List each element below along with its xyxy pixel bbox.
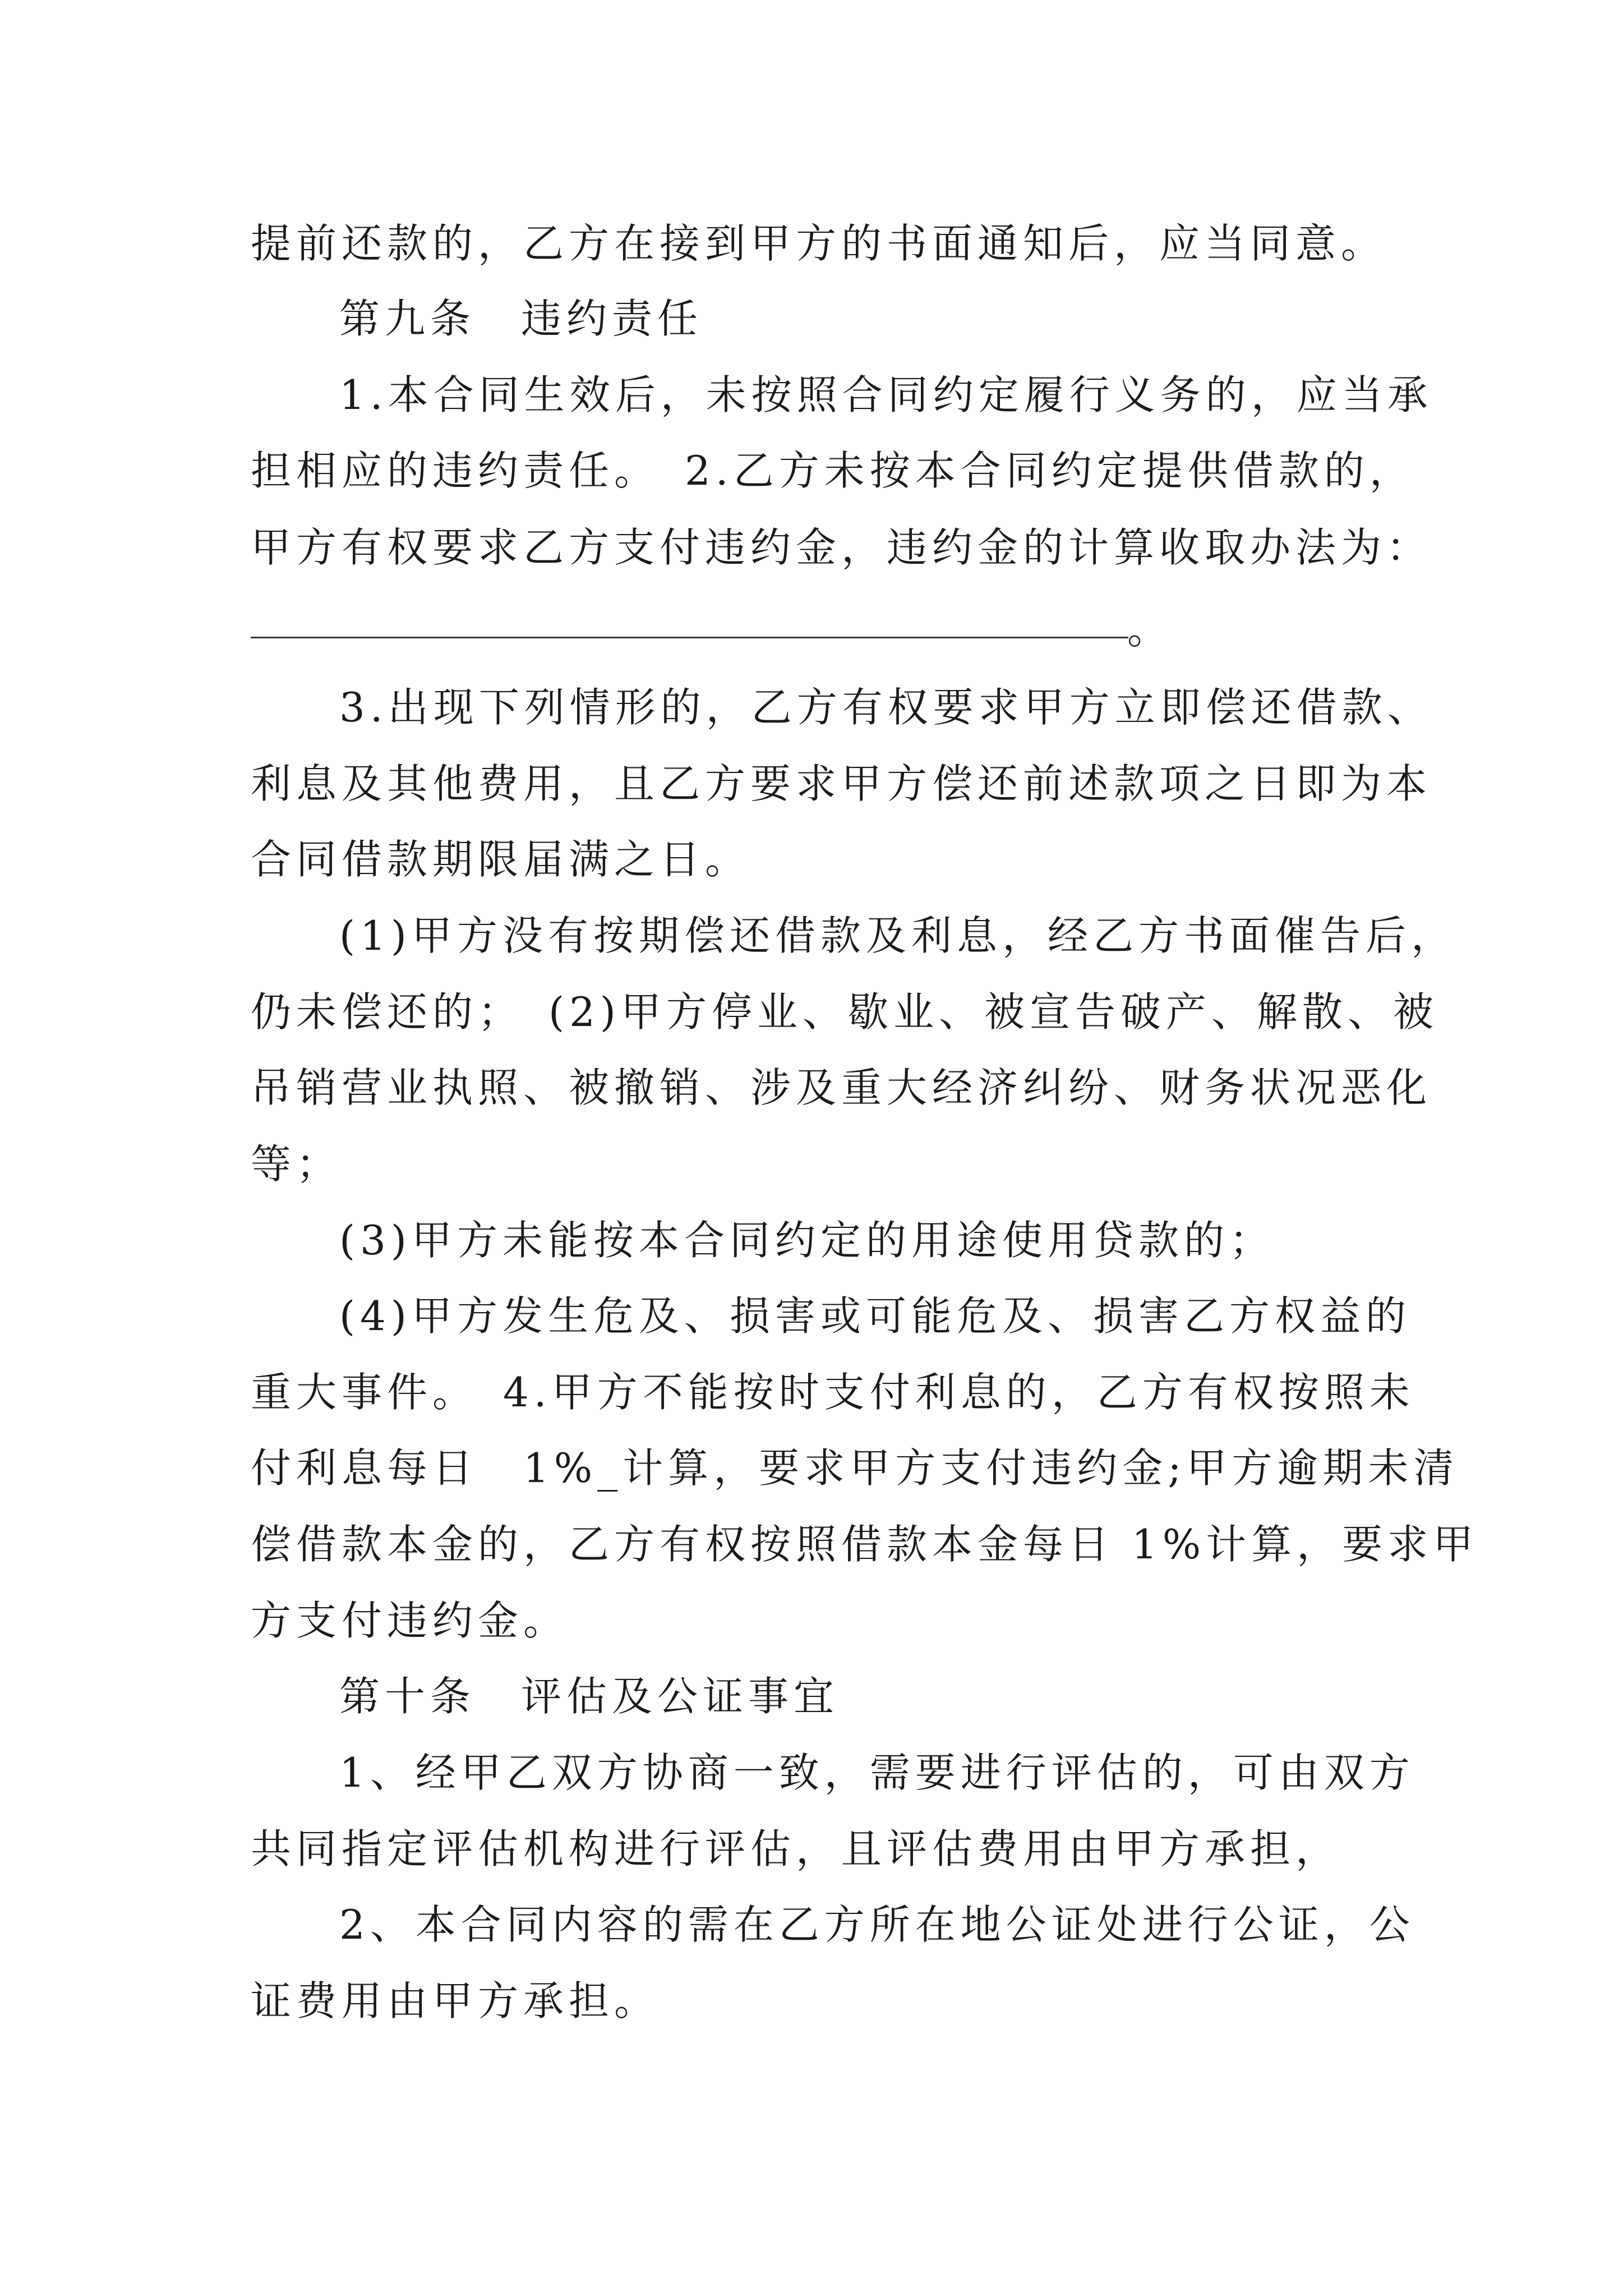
- text-line: 3.出现下列情形的，乙方有权要求甲方立即偿还借款、: [339, 684, 1433, 731]
- text-line: 方支付违约金。: [251, 1597, 569, 1644]
- text-line: 付利息每日 1%_计算，要求甲方支付违约金;甲方逾期未清: [251, 1444, 1459, 1492]
- text-line: 重大事件。 4.甲方不能按时支付利息的，乙方有权按照未: [251, 1369, 1415, 1416]
- text-line: 仍未偿还的； (2)甲方停业、歇业、被宣告破产、解散、被: [251, 988, 1438, 1036]
- text-line: (4)甲方发生危及、损害或可能危及、损害乙方权益的: [339, 1292, 1411, 1340]
- text-line: 等；: [251, 1140, 342, 1188]
- text-line: (1)甲方没有按期偿还借款及利息，经乙方书面催告后，: [339, 912, 1456, 959]
- text-line: 担相应的违约责任。 2.乙方未按本合同约定提供借款的，: [251, 447, 1415, 494]
- section-heading: 第十条 评估及公证事宜: [339, 1673, 840, 1720]
- text-line: 1、经甲乙双方协商一致，需要进行评估的，可由双方: [339, 1749, 1415, 1796]
- text-line: 甲方有权要求乙方支付违约金，违约金的计算收取办法为：: [251, 524, 1432, 571]
- text-line: 2、本合同内容的需在乙方所在地公证处进行公证，公: [339, 1901, 1415, 1948]
- fill-in-blank: [251, 637, 1128, 638]
- text-line: 吊销营业执照、被撤销、涉及重大经济纠纷、财务状况恶化: [251, 1064, 1432, 1111]
- text-line: 证费用由甲方承担。: [251, 1977, 660, 2024]
- text-line: 1.本合同生效后，未按照合同约定履行义务的，应当承: [339, 371, 1433, 418]
- text-punctuation: 。: [1127, 606, 1168, 653]
- text-line: 利息及其他费用，且乙方要求甲方偿还前述款项之日即为本: [251, 760, 1432, 807]
- text-line: 偿借款本金的，乙方有权按照借款本金每日 1%计算，要求甲: [251, 1521, 1479, 1568]
- section-heading: 第九条 违约责任: [339, 295, 703, 342]
- text-line: 提前还款的，乙方在接到甲方的书面通知后，应当同意。: [251, 220, 1387, 267]
- text-line: 共同指定评估机构进行评估，且评估费用由甲方承担，: [251, 1825, 1341, 1872]
- text-line: 合同借款期限届满之日。: [251, 836, 751, 883]
- text-line: (3)甲方未能按本合同约定的用途使用贷款的；: [339, 1217, 1275, 1264]
